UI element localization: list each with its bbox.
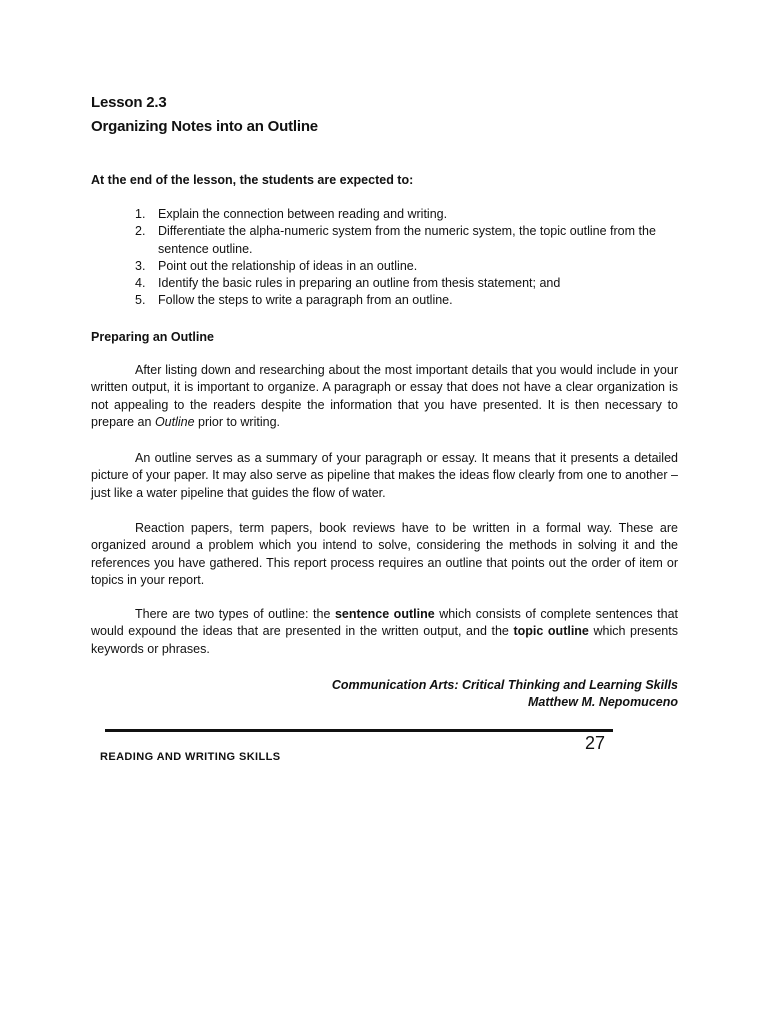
citation (332, 677, 678, 712)
paragraph-1 (91, 362, 678, 431)
paragraph-text: There are two types of outline: the (135, 607, 335, 621)
lesson-number: Lesson 2.3 (91, 94, 167, 111)
objective-item (135, 275, 680, 292)
objective-text: Differentiate the alpha-numeric system from the numeric system, the topic outline from the sentence outline. (158, 224, 656, 256)
section-heading: Preparing an Outline (91, 330, 214, 344)
objective-item (135, 223, 680, 258)
objective-text: Point out the relationship of ideas in an outline. (158, 258, 418, 273)
italic-term: Outline (154, 414, 195, 429)
paragraph-4 (91, 606, 678, 658)
paragraph-text: which consists of complete sentences that would expound the ideas that are presented in the written output, and the (91, 607, 678, 639)
objective-text: Follow the steps to write a paragraph from an outline. (158, 293, 453, 308)
objective-number: 4. (135, 276, 146, 291)
objective-number: 3. (135, 258, 146, 273)
objective-item (135, 258, 680, 275)
bold-term: sentence outline (334, 607, 435, 621)
lesson-title: Organizing Notes into an Outline (91, 118, 318, 135)
paragraph-text: After listing down and researching about the most important details that you would include in your written output, it is important to organize. A paragraph or essay that does not have a clear organization is not appealing to the readers despite the information that you have presented. It is then necessary to prepare an (91, 363, 678, 429)
paragraph-text: which presents keywords or phrases. (91, 624, 678, 656)
objective-text: Explain the connection between reading and writing. (158, 207, 448, 221)
citation-source: Communication Arts: Critical Thinking and Learning Skills (331, 678, 678, 692)
page-number: 27 (585, 733, 606, 753)
objective-item (135, 206, 680, 223)
bold-term: topic outline (513, 624, 589, 639)
objective-number: 2. (135, 224, 146, 239)
objective-item (135, 292, 680, 309)
objectives-list (135, 206, 680, 310)
objective-number: 5. (135, 293, 146, 308)
footer-divider (105, 729, 613, 732)
footer-label: READING AND WRITING SKILLS (100, 751, 281, 763)
paragraph-2: An outline serves as a summary of your paragraph or essay. It means that it presents a detailed picture of your paper. It may also serve as pipeline that makes the ideas flow clearly from one to another – just like a water pipeline that guides the flow of water. (91, 451, 678, 500)
objective-text: Identify the basic rules in preparing an outline from thesis statement; and (158, 276, 561, 291)
citation-author: Matthew M. Nepomuceno (527, 695, 678, 710)
objectives-intro: At the end of the lesson, the students are expected to: (91, 173, 414, 187)
objective-number: 1. (135, 207, 146, 221)
paragraph-3: Reaction papers, term papers, book reviews have to be written in a formal way. These are organized around a problem which you intend to solve, considering the methods in solving it and the references you have gathered. This report process requires an outline that points out the order of item or topics in your report. (91, 521, 678, 587)
paragraph-text: prior to writing. (194, 414, 280, 429)
